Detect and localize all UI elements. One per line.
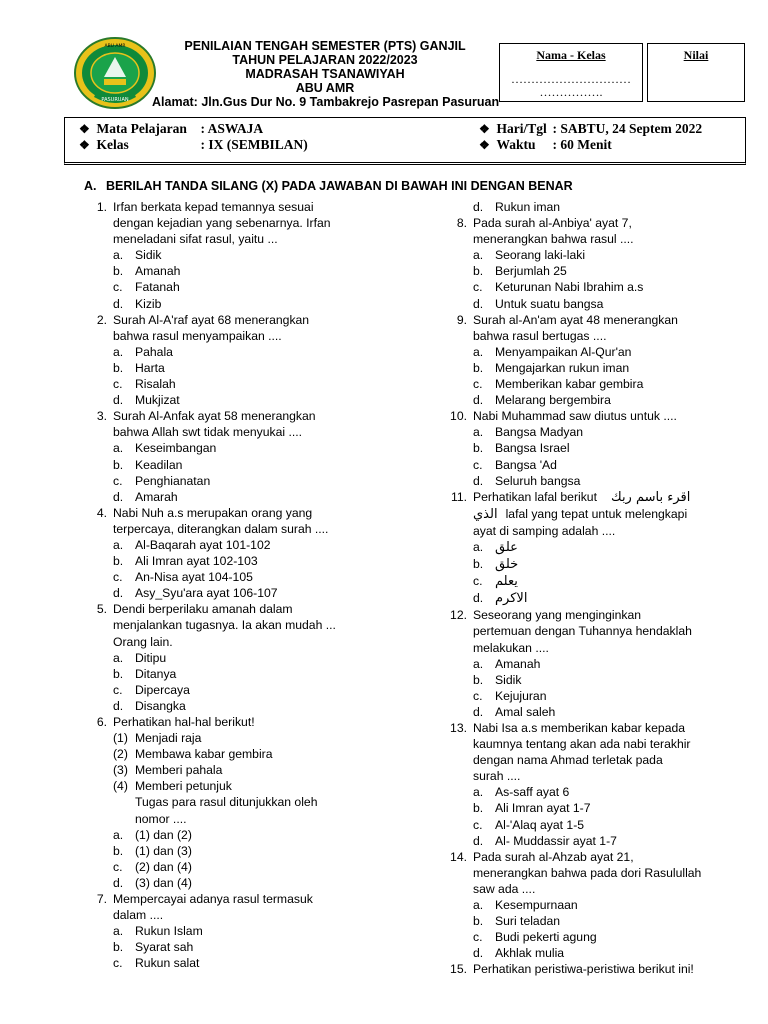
question-number: 2. (96, 312, 107, 327)
answer-option (444, 376, 764, 392)
question-text: Pada surah al-Anbiya' ayat 7, (473, 216, 632, 231)
answer-option (84, 923, 384, 939)
question-text: menerangkan bahwa rasul .... (473, 232, 634, 247)
question-continuation (84, 634, 384, 650)
question-number: 4. (96, 505, 107, 520)
option-text: Dipercaya (135, 682, 190, 697)
answer-option (84, 698, 384, 714)
option-letter: a. (113, 441, 124, 456)
option-letter: c. (113, 682, 123, 697)
time-value: : 60 Menit (552, 137, 612, 152)
option-text: Mengajarkan rukun iman (495, 360, 630, 375)
option-letter: c. (113, 473, 123, 488)
option-text: Al- Muddassir ayat 1-7 (495, 833, 617, 848)
question-continuation (84, 794, 384, 810)
option-text: An-Nisa ayat 104-105 (135, 570, 253, 585)
answer-option (84, 762, 384, 778)
option-letter: (1) (113, 731, 128, 746)
question-number: 5. (96, 602, 107, 617)
question-line (444, 489, 764, 506)
question-text: menerangkan bahwa pada dori Rasulullah (473, 865, 702, 880)
arabic-option-text: يعلم (495, 574, 518, 590)
option-letter: d. (113, 296, 124, 311)
option-text: Rukun salat (135, 956, 200, 971)
answer-option (84, 955, 384, 971)
question-line (444, 215, 764, 231)
question-text: surah .... (473, 769, 521, 784)
option-letter: b. (473, 264, 484, 279)
option-letter: a. (473, 248, 484, 263)
arabic-text: اقرء باسم ربك (610, 489, 691, 505)
question-line (84, 312, 384, 328)
question-text: kaumnya tentang akan ada nabi terakhir (473, 737, 691, 752)
question-line (84, 891, 384, 907)
subject-row: ❖ Mata Pelajaran : ASWAJA (79, 121, 264, 136)
option-letter: a. (113, 650, 124, 665)
option-letter: d. (113, 489, 124, 504)
option-text: Suri teladan (495, 914, 561, 929)
option-letter: d. (113, 393, 124, 408)
answer-option (444, 929, 764, 945)
date-value: : SABTU, 24 Septem 2022 (552, 121, 703, 136)
question-line (444, 607, 764, 623)
answer-option (444, 704, 764, 720)
question-column-left (84, 199, 384, 972)
question-line (84, 408, 384, 424)
logo-top-text: ABU AMR (104, 44, 126, 49)
answer-option (444, 556, 764, 573)
answer-option (84, 279, 384, 295)
header-line-4: ABU AMR (295, 81, 355, 95)
option-letter: d. (473, 393, 484, 408)
answer-option (84, 843, 384, 859)
option-text: (2) dan (4) (135, 859, 192, 874)
question-continuation (444, 752, 764, 768)
question-continuation (444, 231, 764, 247)
option-letter: b. (113, 554, 124, 569)
section-a-title: A. BERILAH TANDA SILANG (X) PADA JAWABAN DI BAWAH INI DENGAN BENAR (84, 179, 573, 193)
question-continuation (444, 768, 764, 784)
question-continuation (84, 215, 384, 231)
option-text: Bangsa 'Ad (495, 457, 557, 472)
answer-option (84, 376, 384, 392)
school-address: Alamat: Jln.Gus Dur No. 9 Tambakrejo Pasrepan Pasuruan (152, 95, 500, 109)
option-text: Keseimbangan (135, 441, 217, 456)
answer-option (444, 688, 764, 704)
option-text: Memberi pahala (135, 763, 223, 778)
answer-option (444, 656, 764, 672)
answer-option (84, 440, 384, 456)
question-number: 11. (450, 489, 467, 504)
question-text: menjalankan tugasnya. Ia akan mudah ... (113, 618, 336, 633)
answer-option (444, 573, 764, 590)
question-line (84, 505, 384, 521)
option-letter: a. (113, 924, 124, 939)
question-line (444, 849, 764, 865)
option-text: Memberi petunjuk (135, 779, 232, 794)
answer-option (84, 360, 384, 376)
option-text: Penghianatan (135, 473, 211, 488)
answer-option (84, 247, 384, 263)
question-text: Perhatikan hal-hal berikut! (113, 715, 255, 729)
question-line (84, 199, 384, 215)
question-continuation (444, 523, 764, 539)
answer-option (444, 800, 764, 816)
option-text: Budi pekerti agung (495, 930, 597, 945)
question-text: Orang lain. (113, 634, 173, 649)
answer-option (84, 392, 384, 408)
option-letter: c. (473, 574, 483, 589)
answer-option (84, 875, 384, 891)
question-continuation (84, 811, 384, 827)
question-continuation (444, 623, 764, 639)
question-text: Irfan berkata kepad temannya sesuai (113, 200, 314, 214)
option-text: Risalah (135, 377, 176, 392)
option-letter: a. (113, 827, 124, 842)
question-text: lafal yang tepat untuk melengkapi (505, 506, 688, 521)
option-text: Kesempurnaan (495, 898, 578, 913)
answer-option (444, 539, 764, 556)
question-text: Nabi Muhammad saw diutus untuk .... (473, 409, 677, 424)
header-line-3: MADRASAH TSANAWIYAH (245, 67, 405, 81)
arabic-option-text: علق (495, 539, 518, 555)
option-letter: a. (473, 656, 484, 671)
answer-option (84, 569, 384, 585)
question-continuation (84, 424, 384, 440)
answer-option (444, 590, 764, 607)
answer-option (84, 666, 384, 682)
question-line (84, 601, 384, 617)
name-class-title: Nama - Kelas (536, 48, 606, 62)
option-text: Keadilan (135, 457, 183, 472)
option-letter: d. (473, 704, 484, 719)
answer-option (84, 682, 384, 698)
option-letter: c. (473, 377, 483, 392)
option-letter: c. (473, 688, 483, 703)
question-continuation (84, 328, 384, 344)
subject-label: Mata Pelajaran (96, 121, 187, 136)
answer-option (444, 247, 764, 263)
question-text: bahwa rasul bertugas .... (473, 328, 607, 343)
question-number: 12. (450, 608, 467, 623)
option-text: Bangsa Madyan (495, 425, 584, 440)
option-letter: a. (113, 248, 124, 263)
question-number: 10. (450, 409, 467, 424)
answer-option (84, 859, 384, 875)
answer-option (84, 827, 384, 843)
option-text: Ditipu (135, 650, 167, 665)
option-text: As-saff ayat 6 (495, 785, 570, 800)
question-text: pertemuan dengan Tuhannya hendaklah (473, 624, 692, 639)
question-text: Surah Al-Anfak ayat 58 menerangkan (113, 409, 316, 424)
option-text: Seluruh bangsa (495, 473, 581, 488)
option-letter: d. (113, 698, 124, 713)
option-letter: b. (113, 666, 124, 681)
option-letter: a. (473, 539, 484, 554)
option-text: Sidik (135, 248, 162, 263)
option-letter: a. (473, 898, 484, 913)
answer-option (84, 650, 384, 666)
subject-value: : ASWAJA (200, 121, 264, 136)
question-continuation (444, 881, 764, 897)
question-number: 9. (456, 312, 467, 327)
option-text: Ali Imran ayat 102-103 (135, 554, 258, 569)
answer-option (84, 473, 384, 489)
logo-bottom-text: PASURUAN (101, 97, 129, 103)
answer-option (84, 939, 384, 955)
option-text: Ali Imran ayat 1-7 (495, 801, 591, 816)
question-number: 8. (456, 216, 467, 231)
option-text: Bangsa Israel (495, 441, 570, 456)
question-text: terpercaya, diterangkan dalam surah .... (113, 521, 329, 536)
answer-option (444, 424, 764, 440)
option-letter: a. (473, 344, 484, 359)
school-logo (74, 37, 156, 109)
option-text: Kizib (135, 296, 162, 311)
option-text: Sidik (495, 672, 522, 687)
answer-option (444, 945, 764, 961)
option-text: Untuk suatu bangsa (495, 296, 604, 311)
question-text: saw ada .... (473, 881, 536, 896)
option-letter: b. (113, 843, 124, 858)
answer-option (444, 199, 764, 215)
option-text: Ditanya (135, 666, 177, 681)
option-letter: c. (473, 817, 483, 832)
option-text: Harta (135, 360, 165, 375)
class-value: : IX (SEMBILAN) (200, 137, 308, 152)
answer-option (84, 344, 384, 360)
question-continuation (444, 506, 764, 523)
option-letter: b. (473, 914, 484, 929)
answer-option (444, 672, 764, 688)
exam-header (150, 39, 500, 109)
answer-option (444, 833, 764, 849)
question-text: Perhatikan peristiwa-peristiwa berikut ini! (473, 962, 694, 977)
option-letter: d. (473, 591, 484, 606)
header-line-1: PENILAIAN TENGAH SEMESTER (PTS) GANJIL (184, 39, 466, 53)
answer-option (444, 817, 764, 833)
option-text: (3) dan (4) (135, 875, 192, 890)
option-letter: c. (113, 377, 123, 392)
option-letter: a. (113, 344, 124, 359)
option-letter: (4) (113, 779, 128, 794)
option-text: (1) dan (3) (135, 843, 192, 858)
time-label: Waktu (496, 137, 536, 152)
class-row: ❖ Kelas : IX (SEMBILAN) (79, 137, 308, 152)
option-letter: d. (473, 296, 484, 311)
question-text: Dendi berperilaku amanah dalam (113, 602, 293, 617)
option-text: Melarang bergembira (495, 393, 611, 408)
answer-option (444, 263, 764, 279)
arabic-text: الذي (473, 506, 498, 522)
option-text: Membawa kabar gembira (135, 747, 273, 762)
answer-option (444, 360, 764, 376)
question-number: 13. (450, 721, 467, 735)
arabic-option-text: خلق (495, 557, 519, 573)
option-letter: c. (473, 280, 483, 295)
question-continuation (84, 521, 384, 537)
option-text: Berjumlah 25 (495, 264, 567, 279)
answer-option (84, 553, 384, 569)
option-text: Rukun Islam (135, 924, 203, 939)
option-text: Disangka (135, 698, 186, 713)
question-text: dalam .... (113, 908, 164, 923)
score-title: Nilai (683, 48, 709, 62)
option-text: Amanah (135, 264, 181, 279)
answer-option (84, 537, 384, 553)
question-text: Nabi Nuh a.s merupakan orang yang (113, 505, 313, 520)
question-text: ayat di samping adalah .... (473, 523, 616, 538)
option-letter: c. (113, 859, 123, 874)
header-line-2: TAHUN PELAJARAN 2022/2023 (232, 53, 418, 67)
question-number: 1. (96, 200, 107, 214)
question-text: Tugas para rasul ditunjukkan oleh (135, 795, 318, 810)
question-text: Surah al-An'am ayat 48 menerangkan (473, 312, 678, 327)
question-number: 14. (450, 849, 467, 864)
question-continuation (444, 736, 764, 752)
name-dots: ………………………… ……………. (511, 72, 631, 99)
date-row: ❖ Hari/Tgl : SABTU, 24 Septem 2022 (479, 121, 703, 136)
option-text: Keturunan Nabi Ibrahim a.s (495, 280, 644, 295)
question-text: dengan nama Ahmad terletak pada (473, 753, 663, 768)
question-text: Pada surah al-Ahzab ayat 21, (473, 849, 634, 864)
option-letter: b. (473, 441, 484, 456)
option-letter: d. (473, 473, 484, 488)
answer-option (444, 344, 764, 360)
option-letter: b. (113, 264, 124, 279)
answer-option (84, 489, 384, 505)
answer-option (444, 457, 764, 473)
option-text: Amal saleh (495, 704, 556, 719)
option-letter: b. (473, 557, 484, 572)
answer-option (444, 440, 764, 456)
score-box[interactable] (647, 43, 745, 102)
option-text: Seorang laki-laki (495, 248, 586, 263)
date-label: Hari/Tgl (496, 121, 547, 136)
answer-option (444, 279, 764, 295)
option-text: Menjadi raja (135, 731, 202, 746)
option-letter: c. (473, 930, 483, 945)
answer-option (84, 585, 384, 601)
option-text: Syarat sah (135, 940, 194, 955)
name-class-box[interactable] (499, 43, 643, 102)
answer-option (84, 457, 384, 473)
question-text: meneladani sifat rasul, yaitu ... (113, 232, 278, 247)
option-text: Amanah (495, 656, 541, 671)
option-text: Rukun iman (495, 200, 561, 214)
question-line (444, 720, 764, 736)
question-line (444, 408, 764, 424)
question-text: nomor .... (135, 811, 187, 826)
option-letter: a. (113, 537, 124, 552)
option-letter: b. (473, 801, 484, 816)
question-text: Mempercayai adanya rasul termasuk (113, 892, 313, 907)
question-continuation (84, 907, 384, 923)
question-text: melakukan .... (473, 640, 549, 655)
question-text: bahwa Allah swt tidak menyukai .... (113, 425, 303, 440)
question-number: 3. (96, 409, 107, 424)
answer-option (84, 778, 384, 794)
answer-option (84, 730, 384, 746)
question-continuation (444, 328, 764, 344)
option-letter: b. (473, 672, 484, 687)
option-text: Memberikan kabar gembira (495, 377, 644, 392)
option-text: Asy_Syu'ara ayat 106-107 (135, 586, 278, 601)
option-letter: c. (113, 956, 123, 971)
question-column-right (444, 199, 764, 978)
option-letter: d. (113, 875, 124, 890)
answer-option (444, 913, 764, 929)
answer-option (84, 746, 384, 762)
option-text: Fatanah (135, 280, 180, 295)
option-letter: d. (473, 833, 484, 848)
option-letter: a. (473, 785, 484, 800)
option-text: Mukjizat (135, 393, 180, 408)
question-line (444, 961, 764, 977)
question-line (84, 714, 384, 730)
answer-option (84, 263, 384, 279)
answer-option (444, 784, 764, 800)
question-continuation (444, 865, 764, 881)
option-letter: d. (113, 586, 124, 601)
question-text: Surah Al-A'raf ayat 68 menerangkan (113, 312, 310, 327)
question-text: bahwa rasul menyampaikan .... (113, 328, 282, 343)
time-row: ❖ Waktu : 60 Menit (479, 137, 612, 152)
option-letter: (2) (113, 747, 128, 762)
option-letter: c. (473, 457, 483, 472)
question-line (444, 312, 764, 328)
option-text: Al-'Alaq ayat 1-5 (495, 817, 585, 832)
option-letter: a. (473, 425, 484, 440)
question-number: 6. (96, 715, 107, 729)
option-letter: c. (113, 280, 123, 295)
option-text: (1) dan (2) (135, 827, 192, 842)
answer-option (84, 296, 384, 312)
option-letter: d. (473, 946, 484, 961)
option-text: Menyampaikan Al-Qur'an (495, 344, 632, 359)
option-letter: b. (113, 940, 124, 955)
option-text: Akhlak mulia (495, 946, 565, 961)
class-label: Kelas (96, 137, 129, 152)
answer-option (444, 473, 764, 489)
option-text: Amarah (135, 489, 178, 504)
question-text: Nabi Isa a.s memberikan kabar kepada (473, 721, 686, 735)
option-letter: (3) (113, 763, 128, 778)
arabic-option-text: الاكرم (495, 591, 528, 607)
question-number: 7. (96, 892, 107, 907)
answer-option (444, 897, 764, 913)
answer-option (444, 392, 764, 408)
question-continuation (444, 640, 764, 656)
question-text: Seseorang yang menginginkan (473, 608, 642, 623)
question-text: Perhatikan lafal berikut (473, 489, 597, 504)
question-text: dengan kejadian yang sebenarnya. Irfan (113, 216, 331, 231)
option-text: Pahala (135, 344, 173, 359)
option-letter: b. (473, 360, 484, 375)
option-text: Kejujuran (495, 688, 547, 703)
option-letter: b. (113, 457, 124, 472)
option-letter: b. (113, 360, 124, 375)
question-continuation (84, 231, 384, 247)
option-letter: d. (473, 200, 484, 214)
option-text: Al-Baqarah ayat 101-102 (135, 537, 271, 552)
subject-info-box (64, 117, 746, 165)
option-letter: c. (113, 570, 123, 585)
question-continuation (84, 617, 384, 633)
answer-option (444, 296, 764, 312)
question-number: 15. (450, 962, 467, 977)
